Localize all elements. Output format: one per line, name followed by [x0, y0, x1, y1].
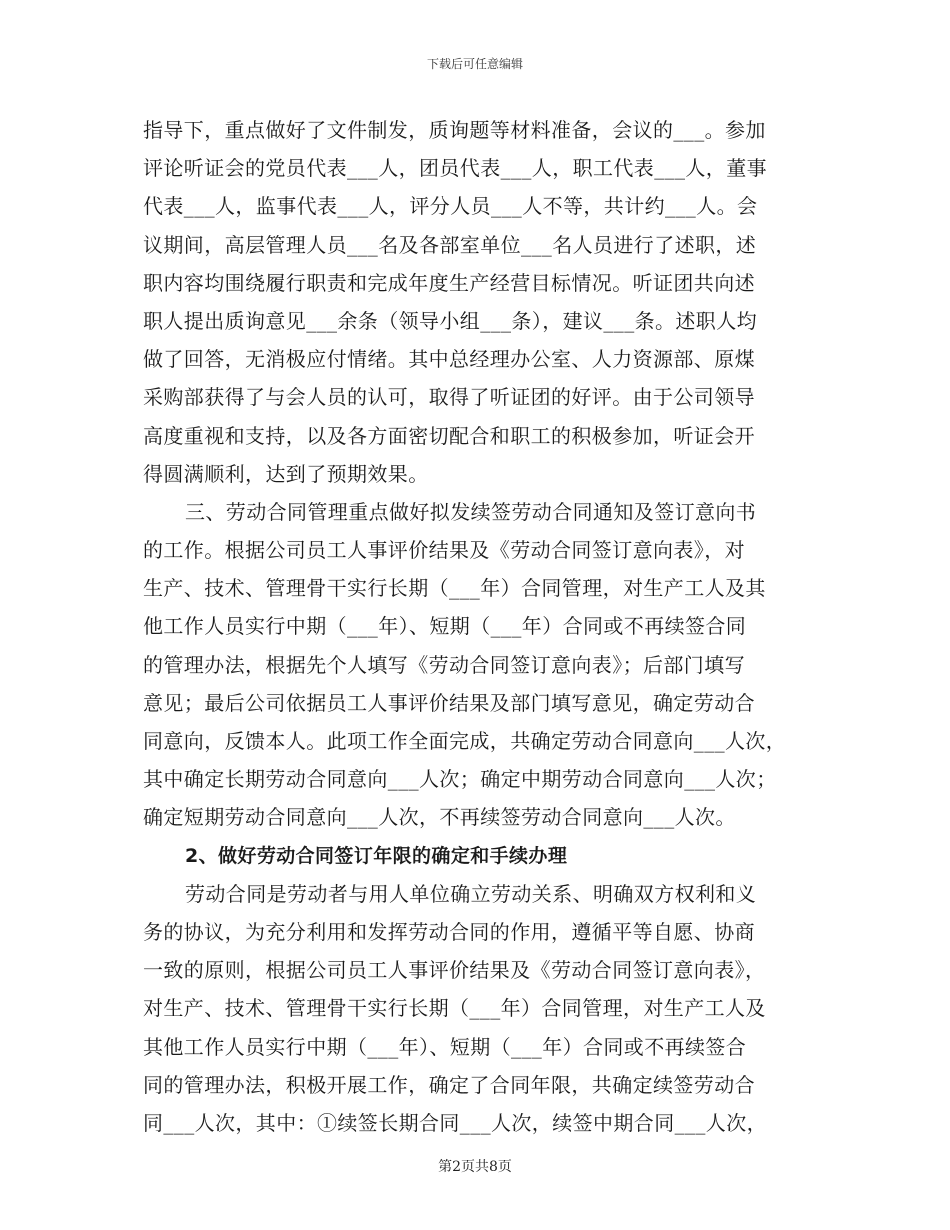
document-body [143, 111, 803, 1142]
body-line: 得圆满顺利，达到了预期效果。 [143, 461, 429, 486]
body-line: 职内容均围绕履行职责和完成年度生产经营目标情况。听证团共向述 [143, 270, 755, 295]
body-line: 职人提出质询意见___余条（领导小组___条），建议___条。述职人均 [143, 308, 757, 333]
page-number-footer: 第2页共8页 [438, 1159, 512, 1175]
body-line: 同的管理办法，积极开展工作，确定了合同年限，共确定续签劳动合 [143, 1072, 755, 1097]
body-line: 他工作人员实行中期（___年）、短期（___年）合同或不再续签合同 [143, 614, 747, 639]
body-line: 的工作。根据公司员工人事评价结果及《劳动合同签订意向表》，对 [143, 538, 745, 563]
page-header-note: 下载后可任意编辑 [426, 57, 523, 71]
body-line: 对生产、技术、管理骨干实行长期（___年）合同管理，对生产工人及 [143, 996, 766, 1021]
body-line: 采购部获得了与会人员的认可，取得了听证团的好评。由于公司领导 [143, 385, 755, 410]
body-line: 其中确定长期劳动合同意向___人次；确定中期劳动合同意向___人次； [143, 767, 777, 792]
body-line: 代表___人，监事代表___人，评分人员___人不等，共计约___人。会 [143, 194, 758, 219]
body-line: 一致的原则，根据公司员工人事评价结果及《劳动合同签订意向表》， [143, 958, 766, 983]
body-line: 做了回答，无消极应付情绪。其中总经理办公室、人力资源部、原煤 [143, 347, 755, 372]
paragraph-first-line: 劳动合同是劳动者与用人单位确立劳动关系、明确双方权利和义 [185, 881, 757, 906]
body-line: 务的协议，为充分利用和发挥劳动合同的作用，遵循平等自愿、协商 [143, 919, 755, 944]
body-line: 的管理办法，根据先个人填写《劳动合同签订意向表》；后部门填写 [143, 652, 745, 677]
body-line: 同___人次，其中：①续签长期合同___人次，续签中期合同___人次， [143, 1110, 767, 1135]
body-line: 同意向，反馈本人。此项工作全面完成，共确定劳动合同意向___人次， [143, 729, 787, 753]
section-three-first-line: 三、劳动合同管理重点做好拟发续签劳动合同通知及签订意向书 [185, 499, 757, 524]
body-line: 指导下，重点做好了文件制发，质询题等材料准备，会议的___。参加 [143, 118, 766, 142]
section-heading: 2、做好劳动合同签订年限的确定和手续办理 [185, 844, 568, 867]
body-line: 其他工作人员实行中期（___年）、短期（___年）合同或不再续签合 [143, 1034, 747, 1059]
body-line: 高度重视和支持，以及各方面密切配合和职工的积极参加，听证会开 [143, 423, 755, 448]
body-line: 意见；最后公司依据员工人事评价结果及部门填写意见，确定劳动合 [143, 690, 755, 715]
body-line: 确定短期劳动合同意向___人次，不再续签劳动合同意向___人次。 [143, 805, 736, 830]
body-line: 议期间，高层管理人员___名及各部室单位___名人员进行了述职，述 [143, 232, 757, 257]
body-line: 评论听证会的党员代表___人，团员代表___人，职工代表___人，董事 [143, 156, 767, 181]
body-line: 生产、技术、管理骨干实行长期（___年）合同管理，对生产工人及其 [143, 576, 766, 601]
